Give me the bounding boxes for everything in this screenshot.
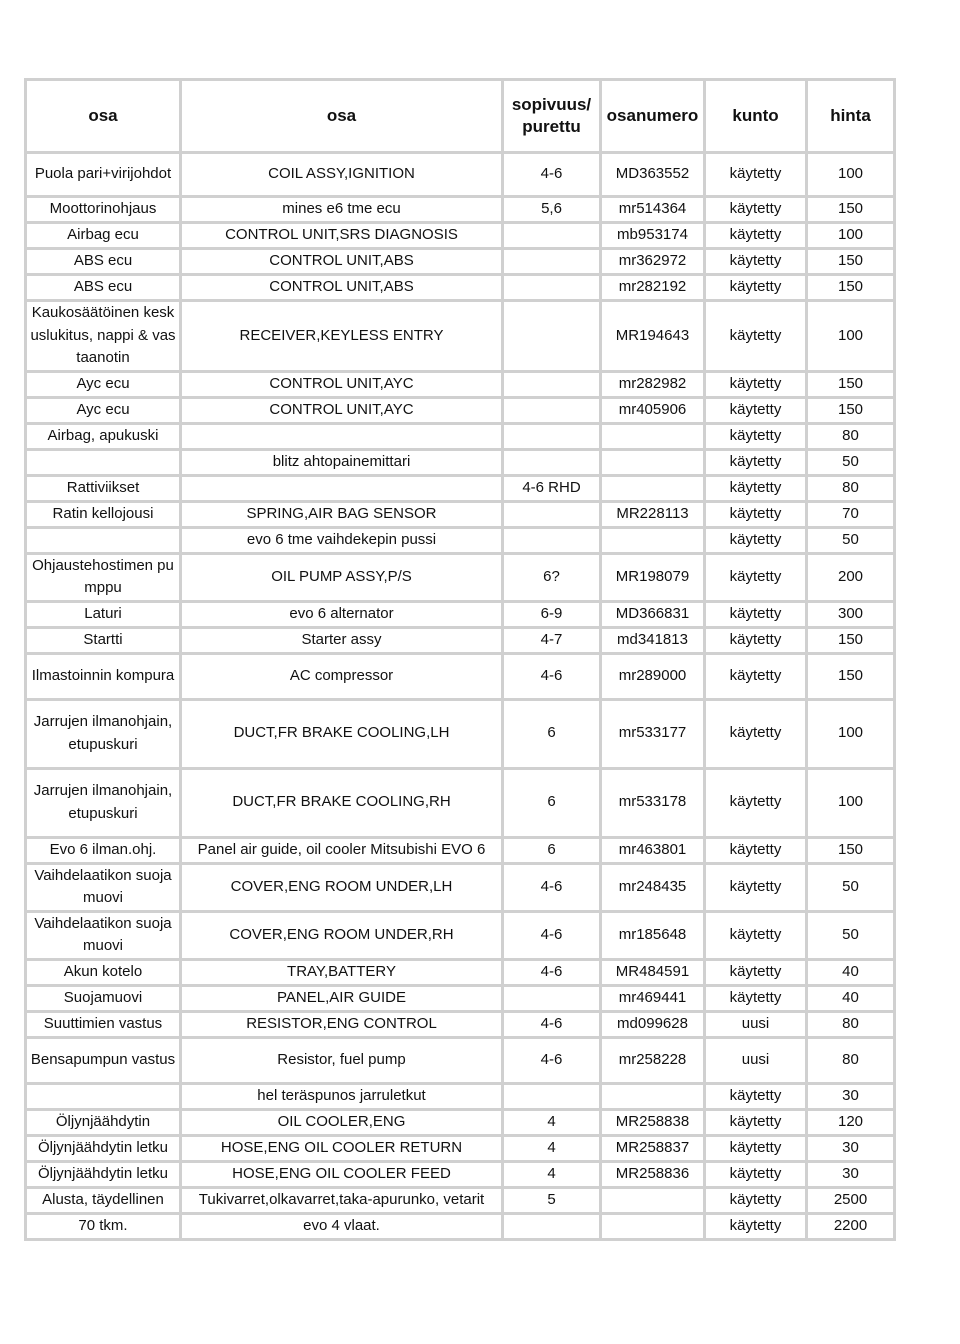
cell-description: evo 6 tme vaihdekepin pussi [181,527,503,553]
cell-osa: Ratin kellojousi [26,501,181,527]
cell-osa: Ohjaustehostimen pumppu [26,553,181,601]
cell-price: 100 [807,699,895,768]
cell-part-number: MR258836 [601,1161,705,1187]
header-part-number: osanumero [601,80,705,153]
cell-price: 50 [807,863,895,911]
cell-part-number: mr289000 [601,653,705,699]
cell-fit: 4-6 RHD [503,475,601,501]
cell-condition: käytetty [705,397,807,423]
cell-fit [503,397,601,423]
table-row [26,601,895,627]
cell-part-number: mr282192 [601,275,705,301]
table-row [26,837,895,863]
cell-fit: 4 [503,1135,601,1161]
cell-osa: Ayc ecu [26,397,181,423]
cell-condition: käytetty [705,275,807,301]
cell-description: Tukivarret,olkavarret,taka-apurunko, vetarit [181,1187,503,1213]
cell-description: AC compressor [181,653,503,699]
cell-osa: Jarrujen ilmanohjain,etupuskuri [26,699,181,768]
cell-description: evo 4 vlaat. [181,1213,503,1239]
cell-osa: Suojamuovi [26,985,181,1011]
cell-osa [26,1083,181,1109]
header-row [26,80,895,153]
table-row [26,153,895,197]
cell-osa: Kaukosäätöinen keskuslukitus, nappi & vastaanotin [26,301,181,372]
cell-description: Resistor, fuel pump [181,1037,503,1083]
cell-osa: ABS ecu [26,249,181,275]
cell-description: CONTROL UNIT,ABS [181,275,503,301]
cell-price: 150 [807,249,895,275]
cell-part-number: mr185648 [601,911,705,959]
cell-description: CONTROL UNIT,AYC [181,371,503,397]
table-row [26,627,895,653]
cell-osa: ABS ecu [26,275,181,301]
cell-description: SPRING,AIR BAG SENSOR [181,501,503,527]
cell-part-number [601,527,705,553]
cell-description: Panel air guide, oil cooler Mitsubishi EVO 6 [181,837,503,863]
cell-condition: käytetty [705,627,807,653]
cell-condition: käytetty [705,601,807,627]
table-row [26,223,895,249]
cell-price: 150 [807,653,895,699]
cell-condition: käytetty [705,1135,807,1161]
cell-description: evo 6 alternator [181,601,503,627]
cell-part-number: mr248435 [601,863,705,911]
cell-description: COVER,ENG ROOM UNDER,LH [181,863,503,911]
cell-description: TRAY,BATTERY [181,959,503,985]
cell-part-number: MR228113 [601,501,705,527]
cell-osa: Moottorinohjaus [26,197,181,223]
table-row [26,699,895,768]
cell-description: COVER,ENG ROOM UNDER,RH [181,911,503,959]
cell-description: RECEIVER,KEYLESS ENTRY [181,301,503,372]
table-row [26,1037,895,1083]
cell-price: 2200 [807,1213,895,1239]
cell-fit [503,275,601,301]
cell-price: 30 [807,1135,895,1161]
parts-table [24,78,896,1241]
table-row [26,768,895,837]
cell-fit [503,527,601,553]
cell-osa: Airbag, apukuski [26,423,181,449]
header-osa: osa [26,80,181,153]
cell-part-number [601,475,705,501]
cell-part-number [601,423,705,449]
table-row [26,653,895,699]
cell-fit: 4 [503,1161,601,1187]
cell-fit [503,985,601,1011]
cell-condition: uusi [705,1011,807,1037]
cell-price: 2500 [807,1187,895,1213]
cell-price: 40 [807,959,895,985]
cell-condition: käytetty [705,863,807,911]
cell-osa: Öljynjäähdytin letku [26,1161,181,1187]
cell-part-number: MR258837 [601,1135,705,1161]
cell-description: Starter assy [181,627,503,653]
cell-price: 150 [807,397,895,423]
table-row [26,449,895,475]
cell-osa [26,449,181,475]
cell-osa: Rattiviikset [26,475,181,501]
cell-fit: 6 [503,837,601,863]
cell-fit: 4-6 [503,911,601,959]
cell-fit: 5,6 [503,197,601,223]
cell-price: 150 [807,197,895,223]
cell-fit [503,371,601,397]
cell-osa: Vaihdelaatikon suojamuovi [26,911,181,959]
cell-part-number: mr463801 [601,837,705,863]
cell-part-number: mb953174 [601,223,705,249]
cell-description: PANEL,AIR GUIDE [181,985,503,1011]
cell-osa: Bensapumpun vastus [26,1037,181,1083]
table-row [26,1187,895,1213]
cell-fit: 5 [503,1187,601,1213]
cell-fit [503,223,601,249]
cell-description: COIL ASSY,IGNITION [181,153,503,197]
cell-condition: käytetty [705,1187,807,1213]
cell-osa: Alusta, täydellinen [26,1187,181,1213]
cell-fit: 6? [503,553,601,601]
cell-part-number: mr405906 [601,397,705,423]
cell-condition: käytetty [705,153,807,197]
cell-condition: käytetty [705,1083,807,1109]
cell-condition: käytetty [705,1161,807,1187]
cell-part-number: md341813 [601,627,705,653]
table-row [26,501,895,527]
table-row [26,301,895,372]
table-row [26,275,895,301]
cell-osa: 70 tkm. [26,1213,181,1239]
cell-fit [503,249,601,275]
cell-description: CONTROL UNIT,ABS [181,249,503,275]
cell-fit [503,301,601,372]
table-row [26,911,895,959]
cell-price: 150 [807,371,895,397]
cell-price: 50 [807,449,895,475]
cell-osa: Jarrujen ilmanohjain,etupuskuri [26,768,181,837]
cell-osa: Öljynjäähdytin [26,1109,181,1135]
cell-description [181,475,503,501]
cell-condition: käytetty [705,475,807,501]
cell-fit: 4-6 [503,863,601,911]
cell-condition: uusi [705,1037,807,1083]
table-row [26,423,895,449]
cell-condition: käytetty [705,1109,807,1135]
cell-description: CONTROL UNIT,AYC [181,397,503,423]
cell-price: 80 [807,423,895,449]
cell-price: 100 [807,301,895,372]
table-row [26,553,895,601]
table-row [26,1213,895,1239]
cell-fit: 6 [503,699,601,768]
cell-price: 80 [807,475,895,501]
cell-part-number: mr514364 [601,197,705,223]
cell-part-number: md099628 [601,1011,705,1037]
cell-condition: käytetty [705,768,807,837]
cell-price: 30 [807,1161,895,1187]
table-row [26,527,895,553]
cell-fit: 4-6 [503,1037,601,1083]
cell-fit: 4-6 [503,153,601,197]
cell-price: 50 [807,527,895,553]
cell-condition: käytetty [705,501,807,527]
cell-price: 80 [807,1011,895,1037]
cell-price: 100 [807,223,895,249]
table-body [26,153,895,1240]
cell-part-number: mr469441 [601,985,705,1011]
cell-description: DUCT,FR BRAKE COOLING,RH [181,768,503,837]
table-row [26,1011,895,1037]
header-condition: kunto [705,80,807,153]
cell-description: hel teräspunos jarruletkut [181,1083,503,1109]
table-row [26,863,895,911]
cell-price: 300 [807,601,895,627]
cell-fit [503,501,601,527]
cell-description: RESISTOR,ENG CONTROL [181,1011,503,1037]
cell-part-number: mr258228 [601,1037,705,1083]
cell-price: 100 [807,153,895,197]
cell-part-number: MR258838 [601,1109,705,1135]
cell-price: 30 [807,1083,895,1109]
cell-osa: Evo 6 ilman.ohj. [26,837,181,863]
cell-condition: käytetty [705,449,807,475]
cell-price: 150 [807,275,895,301]
cell-description: OIL COOLER,ENG [181,1109,503,1135]
cell-fit [503,423,601,449]
cell-fit [503,1083,601,1109]
cell-fit: 4-6 [503,1011,601,1037]
cell-price: 50 [807,911,895,959]
cell-condition: käytetty [705,553,807,601]
cell-part-number: MR484591 [601,959,705,985]
cell-part-number: MR194643 [601,301,705,372]
cell-price: 70 [807,501,895,527]
cell-condition: käytetty [705,527,807,553]
cell-part-number: MR198079 [601,553,705,601]
cell-part-number: mr533178 [601,768,705,837]
table-row [26,959,895,985]
header-osa-description: osa [181,80,503,153]
cell-price: 200 [807,553,895,601]
table-row [26,397,895,423]
cell-osa: Ilmastoinnin kompura [26,653,181,699]
cell-osa: Suuttimien vastus [26,1011,181,1037]
cell-description: HOSE,ENG OIL COOLER RETURN [181,1135,503,1161]
cell-price: 150 [807,837,895,863]
cell-osa: Puola pari+virijohdot [26,153,181,197]
cell-part-number [601,1187,705,1213]
cell-description: mines e6 tme ecu [181,197,503,223]
cell-fit: 4-7 [503,627,601,653]
table-row [26,249,895,275]
table-row [26,371,895,397]
cell-condition: käytetty [705,911,807,959]
cell-fit: 4-6 [503,959,601,985]
cell-price: 120 [807,1109,895,1135]
cell-fit: 6 [503,768,601,837]
cell-fit [503,449,601,475]
cell-part-number [601,449,705,475]
table-row [26,985,895,1011]
cell-fit: 4-6 [503,653,601,699]
cell-condition: käytetty [705,837,807,863]
cell-osa: Airbag ecu [26,223,181,249]
cell-condition: käytetty [705,959,807,985]
table-row [26,1135,895,1161]
cell-condition: käytetty [705,301,807,372]
table-row [26,197,895,223]
header-fit: sopivuus/ purettu [503,80,601,153]
cell-condition: käytetty [705,197,807,223]
cell-description: blitz ahtopainemittari [181,449,503,475]
table-row [26,1109,895,1135]
cell-osa [26,527,181,553]
cell-part-number [601,1213,705,1239]
cell-condition: käytetty [705,653,807,699]
cell-osa: Öljynjäähdytin letku [26,1135,181,1161]
cell-condition: käytetty [705,371,807,397]
cell-condition: käytetty [705,699,807,768]
cell-condition: käytetty [705,423,807,449]
cell-price: 100 [807,768,895,837]
cell-osa: Vaihdelaatikon suojamuovi [26,863,181,911]
cell-condition: käytetty [705,223,807,249]
cell-osa: Laturi [26,601,181,627]
cell-fit: 4 [503,1109,601,1135]
cell-description: DUCT,FR BRAKE COOLING,LH [181,699,503,768]
cell-fit: 6-9 [503,601,601,627]
cell-description: CONTROL UNIT,SRS DIAGNOSIS [181,223,503,249]
cell-part-number: mr362972 [601,249,705,275]
table-row [26,1161,895,1187]
header-price: hinta [807,80,895,153]
cell-part-number [601,1083,705,1109]
cell-part-number: MD363552 [601,153,705,197]
cell-fit [503,1213,601,1239]
cell-part-number: MD366831 [601,601,705,627]
cell-condition: käytetty [705,1213,807,1239]
table-row [26,1083,895,1109]
cell-price: 40 [807,985,895,1011]
cell-description: HOSE,ENG OIL COOLER FEED [181,1161,503,1187]
cell-osa: Ayc ecu [26,371,181,397]
cell-price: 150 [807,627,895,653]
table-row [26,475,895,501]
cell-condition: käytetty [705,249,807,275]
cell-description: OIL PUMP ASSY,P/S [181,553,503,601]
cell-osa: Startti [26,627,181,653]
cell-condition: käytetty [705,985,807,1011]
cell-part-number: mr533177 [601,699,705,768]
cell-part-number: mr282982 [601,371,705,397]
cell-osa: Akun kotelo [26,959,181,985]
cell-description [181,423,503,449]
cell-price: 80 [807,1037,895,1083]
